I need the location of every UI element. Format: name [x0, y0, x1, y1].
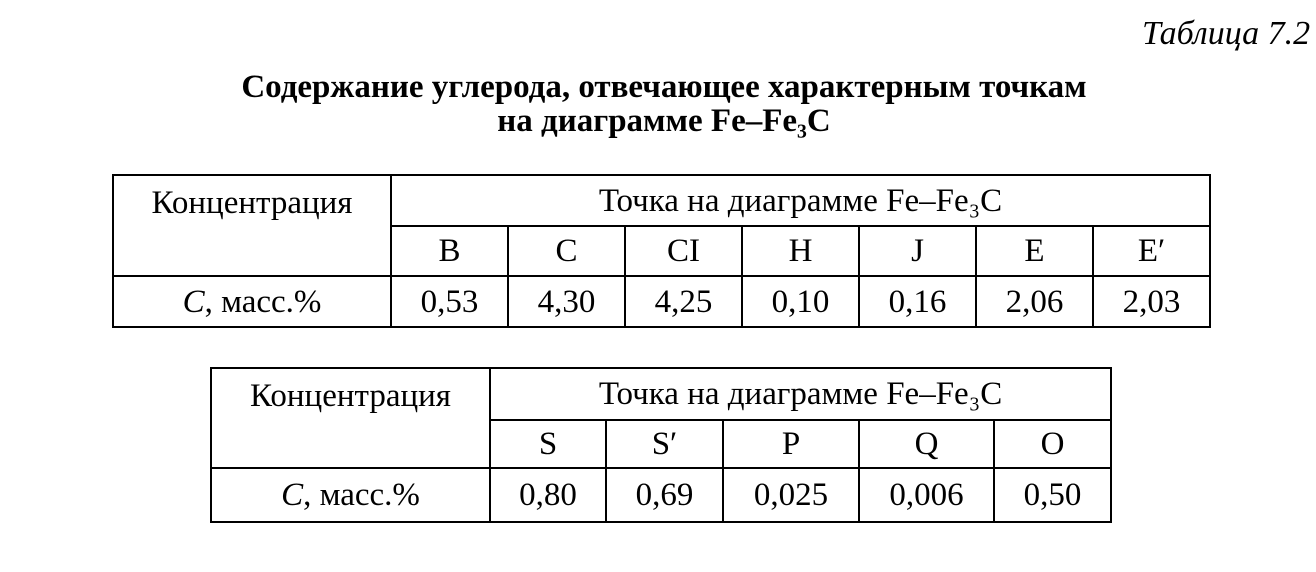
- point-header: S′: [606, 420, 723, 468]
- point-header: B: [391, 226, 508, 276]
- value-cell: 0,69: [606, 468, 723, 522]
- table-number: Таблица 7.2: [1142, 15, 1311, 52]
- group-header: Точка на диаграмме Fe–Fe₃C: [490, 368, 1111, 420]
- value-cell: 0,025: [723, 468, 859, 522]
- corner-header: Концентрация: [211, 368, 490, 468]
- corner-header: Концентрация: [113, 175, 391, 276]
- value-cell: 4,30: [508, 276, 625, 327]
- row-label-unit: , масс.%: [303, 477, 420, 513]
- table-caption: [0, 70, 1316, 138]
- carbon-content-table-2: [210, 367, 1112, 523]
- point-header: H: [742, 226, 859, 276]
- caption-line-1: Содержание углерода, отвечающее характерным точкам: [241, 69, 1087, 105]
- point-header: J: [859, 226, 976, 276]
- point-header: E: [976, 226, 1093, 276]
- value-cell: 2,06: [976, 276, 1093, 327]
- point-header: P: [723, 420, 859, 468]
- point-header: Q: [859, 420, 994, 468]
- value-cell: 0,53: [391, 276, 508, 327]
- row-label-symbol: C: [281, 477, 304, 513]
- value-cell: 0,50: [994, 468, 1111, 522]
- group-header: Точка на диаграмме Fe–Fe₃C: [391, 175, 1210, 226]
- row-label-symbol: C: [182, 283, 205, 320]
- carbon-content-table-1: [112, 174, 1211, 328]
- row-label: [113, 276, 391, 327]
- row-label: [211, 468, 490, 522]
- row-label-unit: , масс.%: [204, 283, 322, 320]
- value-cell: 4,25: [625, 276, 742, 327]
- value-cell: 0,10: [742, 276, 859, 327]
- point-header: C: [508, 226, 625, 276]
- point-header: O: [994, 420, 1111, 468]
- point-header: S: [490, 420, 606, 468]
- value-cell: 2,03: [1093, 276, 1210, 327]
- point-header: CI: [625, 226, 742, 276]
- caption-line-2: на диаграмме Fe–Fe₃C: [497, 103, 831, 139]
- value-cell: 0,006: [859, 468, 994, 522]
- value-cell: 0,16: [859, 276, 976, 327]
- value-cell: 0,80: [490, 468, 606, 522]
- point-header: E′: [1093, 226, 1210, 276]
